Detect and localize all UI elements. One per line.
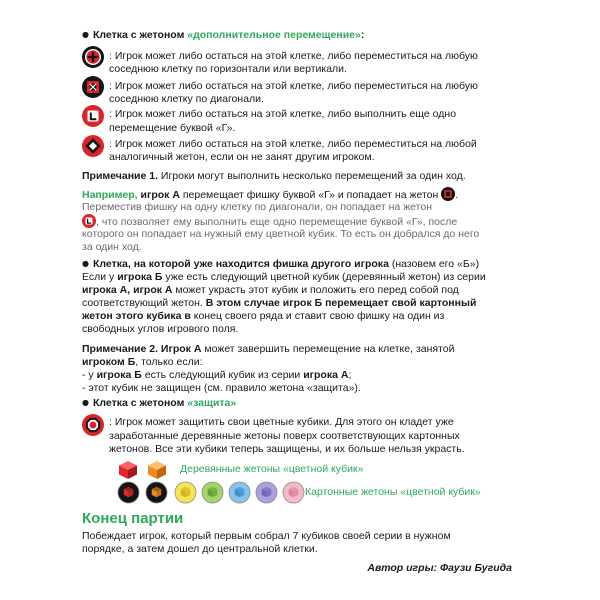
end-section-line: порядке, а затем дошел до центральной клетки.	[82, 543, 318, 555]
token-description-line: соседнюю клетку по диагонали.	[109, 93, 264, 105]
text-run-bold: игрока Б	[96, 369, 142, 381]
end-section-line: Побеждает игрок, который первым собрал 7 кубиков своей серии в нужном	[82, 530, 451, 542]
example-line: за один ход.	[82, 241, 142, 253]
bullet: ●	[82, 259, 89, 268]
note-2-line	[82, 369, 351, 382]
text-run: может завершить перемещение на клетке, занятой	[201, 343, 455, 355]
text-run: конец своего ряда и ставит свою фишку на один из	[190, 310, 445, 322]
move-section-title	[82, 29, 364, 42]
section-title-accent: «дополнительное перемещение»	[187, 29, 361, 41]
text-run: может украсть этот кубик и положить его перед собой под	[172, 284, 459, 296]
diagonal-move-token-icon	[441, 187, 455, 201]
text-run: , только если:	[135, 356, 203, 368]
bullet: ●	[82, 398, 89, 407]
note-label: Примечание 1.	[82, 170, 159, 182]
section-title-accent: «защита»	[187, 397, 237, 409]
note-1	[82, 170, 466, 183]
text-run-bold: игрока А, игрок А	[82, 284, 173, 296]
text-run: есть следующий кубик из серии	[141, 369, 304, 381]
token-description-line: : Игрок может либо остаться на этой клетке, либо переместиться на любой	[109, 138, 477, 150]
note-text: Игроки могут выполнить несколько перемещений за один ход.	[158, 170, 466, 182]
note-2-line	[82, 343, 454, 356]
steal-line	[82, 271, 486, 284]
steal-line	[82, 284, 459, 297]
steal-line	[82, 297, 476, 310]
token-description-line: : Игрок может либо остаться на этой клетке, либо переместиться на любую	[109, 80, 478, 92]
example-actor: игрок А	[137, 189, 180, 201]
author-credit: Автор игры: Фаузи Бугида	[367, 562, 512, 574]
protect-description-line: : Игрок может защитить свои цветные кубики. Для этого он кладет уже	[109, 416, 454, 428]
text-run-bold: игрока А	[303, 369, 349, 381]
token-description-line: аналогичный жетон, если он не занят другим игроком.	[109, 151, 375, 163]
section-title-note: (назовем его «Б»)	[388, 258, 480, 270]
text-run: Если у	[82, 271, 118, 283]
text-run-bold: игрока Б	[117, 271, 163, 283]
example-line	[82, 187, 458, 202]
orange-cardboard-token-icon	[145, 481, 168, 504]
section-title: Клетка с жетоном	[92, 29, 188, 41]
yellow-cardboard-token-icon	[174, 481, 197, 504]
text-run-bold: игроком Б	[82, 356, 136, 368]
steal-line: свободных углов игрового поля.	[82, 323, 239, 335]
steal-line	[82, 310, 444, 323]
text-run: уже есть следующий цветной кубик (деревянный жетон) из серии	[162, 271, 486, 283]
protect-description-line: жетонов. Все эти кубики теперь защищены, и их больше нельзя украсть.	[109, 443, 465, 455]
example-text: , что позволяет ему выполнить еще одно перемещение буквой «Г», после	[96, 216, 458, 228]
section-title: Клетка с жетоном	[92, 397, 188, 409]
protect-description-line: заработанные деревянные жетоны поверх соответствующих картонных	[109, 430, 460, 442]
example-line: которого он попадает на нужный ему цветной кубик. То есть он добрался до него	[82, 228, 480, 240]
wooden-tokens-label: Деревянные жетоны «цветной кубик»	[180, 463, 364, 475]
orthogonal-move-token-icon	[82, 46, 104, 68]
example-line	[82, 214, 457, 229]
cardboard-tokens-label: Картонные жетоны «цветной кубик»	[305, 486, 481, 498]
example-text-end: .	[455, 189, 459, 201]
red-cardboard-token-icon	[117, 481, 140, 504]
red-wooden-cube-icon	[117, 459, 139, 481]
protection-token-icon	[82, 414, 104, 436]
token-description-line: соседнюю клетку по горизонтали или вертикали.	[109, 63, 347, 75]
steal-section-title	[82, 258, 479, 271]
text-run-bold: жетон этого кубика в	[82, 310, 191, 322]
token-description-line: перемещение буквой «Г».	[109, 122, 236, 134]
section-title: Клетка, на которой уже находится фишка другого игрока	[92, 258, 389, 270]
token-description-line: : Игрок может либо остаться на этой клетке, либо выполнить еще одно	[109, 108, 457, 120]
example-text: перемещает фишку буквой «Г» и попадает на жетон	[179, 189, 442, 201]
purple-cardboard-token-icon	[255, 481, 278, 504]
section-title-colon: :	[360, 29, 365, 41]
teleport-token-icon	[82, 135, 104, 157]
pink-cardboard-token-icon	[282, 481, 305, 504]
l-move-token-icon	[82, 214, 96, 228]
text-run: соответствующий жетон.	[82, 297, 206, 309]
l-move-token-icon	[82, 105, 104, 127]
blue-cardboard-token-icon	[228, 481, 251, 504]
green-cardboard-token-icon	[201, 481, 224, 504]
example-line: Переместив фишку на одну клетку по диагонали, он попадает на жетон	[82, 201, 432, 213]
note-label: Примечание 2. Игрок А	[82, 343, 202, 355]
end-section-heading: Конец партии	[82, 510, 184, 527]
text-run-bold: В этом случае игрок Б перемещает свой картонный	[205, 297, 477, 309]
note-2-line: - этот кубик не защищен (см. правило жетона «защита»).	[82, 382, 361, 394]
token-description-line: : Игрок может либо остаться на этой клетке, либо переместиться на любую	[109, 50, 478, 62]
orange-wooden-cube-icon	[146, 459, 168, 481]
diagonal-move-token-icon	[82, 76, 104, 98]
text-run: - у	[82, 369, 97, 381]
protect-section-title	[82, 397, 236, 410]
example-label: Например,	[82, 189, 138, 201]
bullet: ●	[82, 30, 89, 39]
text-run: ;	[348, 369, 352, 381]
note-2-line	[82, 356, 202, 369]
